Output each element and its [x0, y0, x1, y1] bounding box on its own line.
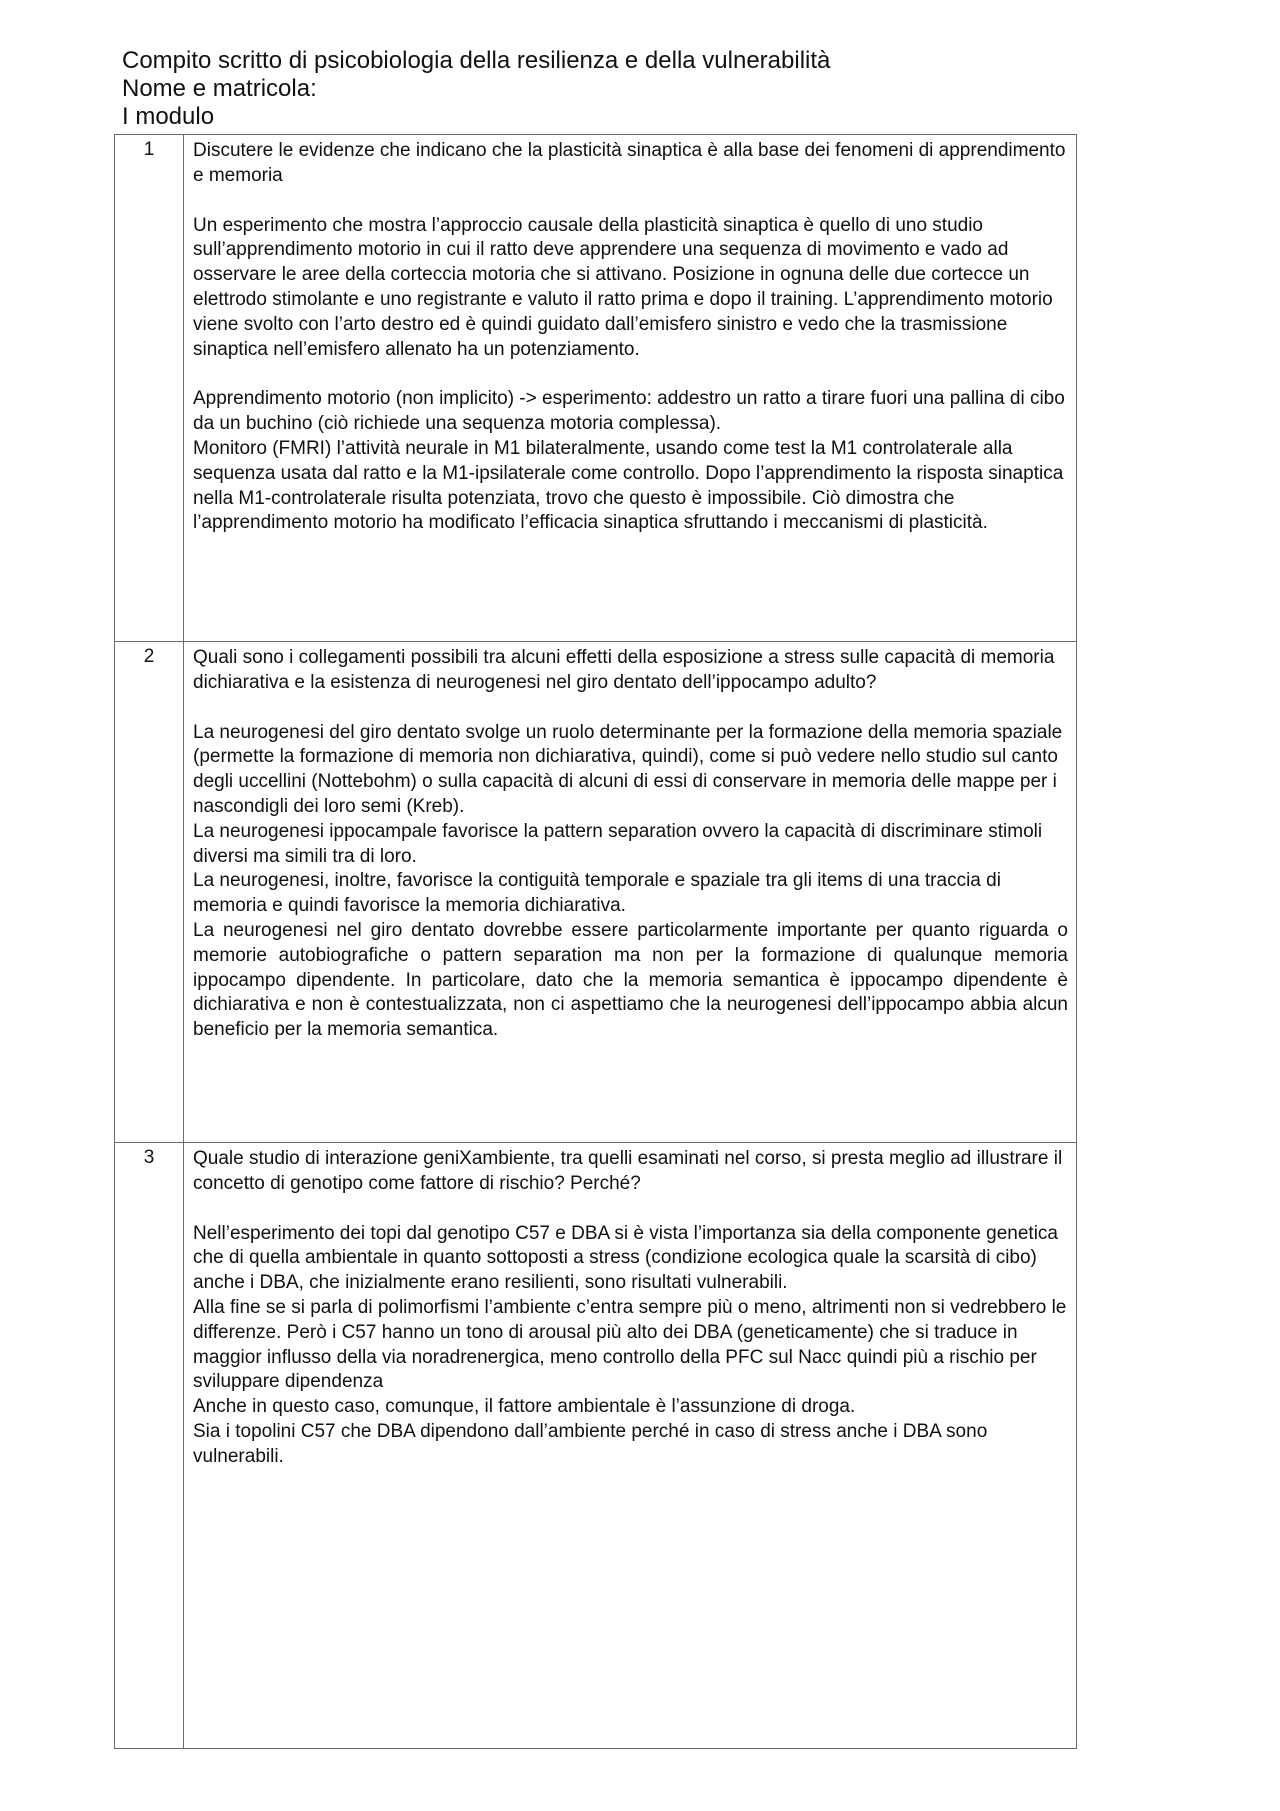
answer-paragraph: Anche in questo caso, comunque, il fattore ambientale è l’assunzione di droga. — [193, 1396, 856, 1418]
module-label: I modulo — [122, 103, 215, 130]
question-cell — [184, 642, 1077, 1143]
answer-paragraph: La neurogenesi ippocampale favorisce la pattern separation ovvero la capacità di discriminare stimoli diversi ma simili tra di loro. — [193, 820, 1043, 867]
answer-paragraph: Alla fine se si parla di polimorfismi l’ambiente c’entra sempre più o meno, altrimenti non si vedrebbero le differenze. Però i C57 hanno un tono di arousal più alto dei DBA (geneticamente) che si traduce in maggior influsso della via noradrenergica, meno controllo della PFC sul Nacc quindi più a rischio per sviluppare dipendenza — [193, 1296, 1067, 1393]
question-number: 3 — [115, 1143, 184, 1749]
answer-paragraph: Monitoro (FMRI) l’attività neurale in M1 bilateralmente, usando come test la M1 controlaterale alla sequenza usata dal ratto e la M1-ipsilaterale come controllo. Dopo l’apprendimento la risposta sinaptica nella M1-controlaterale risulta potenziata, trovo che questo è impossibile. Ciò dimostra che l’apprendimento motorio ha modificato l’efficacia sinaptica sfruttando i meccanismi di plasticità. — [193, 437, 1064, 534]
question-number: 1 — [115, 135, 184, 642]
question-number: 2 — [115, 642, 184, 1143]
answer-paragraph: Un esperimento che mostra l’approccio causale della plasticità sinaptica è quello di uno studio sull’apprendimento motorio in cui il ratto deve apprendere una sequenza di movimento e vado ad osservare le aree della corteccia motoria che si attivano. Posizione in ognuna delle due cortecce un elettrodo stimolante e uno registrante e valuto il ratto prima e dopo il training. L’apprendimento motorio viene svolto con l’arto destro ed è quindi guidato dall’emisfero sinistro e vedo che la trasmissione sinaptica nell’emisfero allenato ha un potenziamento. — [193, 214, 1053, 360]
name-field-label: Nome e matricola: — [122, 75, 317, 102]
question-text: Quale studio di interazione geniXambiente, tra quelli esaminati nel corso, si presta meglio ad illustrare il concetto di genotipo come fattore di rischio? Perché? — [193, 1148, 1063, 1194]
question-row-1 — [115, 135, 1077, 642]
question-cell — [184, 1143, 1077, 1749]
answer-paragraph: Sia i topolini C57 che DBA dipendono dall’ambiente perché in caso di stress anche i DBA sono vulnerabili. — [193, 1420, 988, 1467]
question-row-3 — [115, 1143, 1077, 1749]
questions-table — [114, 134, 1077, 1749]
answer-paragraph: La neurogenesi, inoltre, favorisce la contiguità temporale e spaziale tra gli items di una traccia di memoria e quindi favorisce la memoria dichiarativa. — [193, 870, 1001, 917]
question-cell — [184, 135, 1077, 642]
question-text: Discutere le evidenze che indicano che la plasticità sinaptica è alla base dei fenomeni di apprendimento e memoria — [193, 140, 1066, 186]
answer-paragraph: La neurogenesi del giro dentato svolge un ruolo determinante per la formazione della memoria spaziale (permette la formazione di memoria non dichiarativa, quindi), come si può vedere nello studio sul canto degli uccellini (Nottebohm) o sulla capacità di alcuni di essi di conservare in memoria delle mappe per i nascondigli dei loro semi (Kreb). — [193, 721, 1063, 817]
question-text: Quali sono i collegamenti possibili tra alcuni effetti della esposizione a stress sulle capacità di memoria dichiarativa e la esistenza di neurogenesi nel giro dentato dell’ippocampo adulto? — [193, 647, 1055, 693]
answer-paragraph: Apprendimento motorio (non implicito) -> esperimento: addestro un ratto a tirare fuori una pallina di cibo da un buchino (ciò richiede una sequenza motoria complessa). — [193, 388, 1065, 435]
document-header — [122, 47, 830, 131]
answer-paragraph: Nell’esperimento dei topi dal genotipo C57 e DBA si è vista l’importanza sia della componente genetica che di quella ambientale in quanto sottoposti a stress (condizione ecologica quale la scarsità di cibo) anche i DBA, che inizialmente erano resilienti, sono risultati vulnerabili. — [193, 1222, 1059, 1294]
question-row-2 — [115, 642, 1077, 1143]
exam-title: Compito scritto di psicobiologia della resilienza e della vulnerabilità — [122, 47, 831, 74]
answer-paragraph: La neurogenesi nel giro dentato dovrebbe essere particolarmente importante per quanto riguarda o memorie autobiografiche o pattern separation ma non per la formazione di qualunque memoria ippocampo dipendente. In particolare, dato che la memoria semantica è ippocampo dipendente è dichiarativa e non è contestualizzata, non ci aspettiamo che la neurogenesi dell’ippocampo abbia alcun beneficio per la memoria semantica. — [193, 919, 1068, 1041]
